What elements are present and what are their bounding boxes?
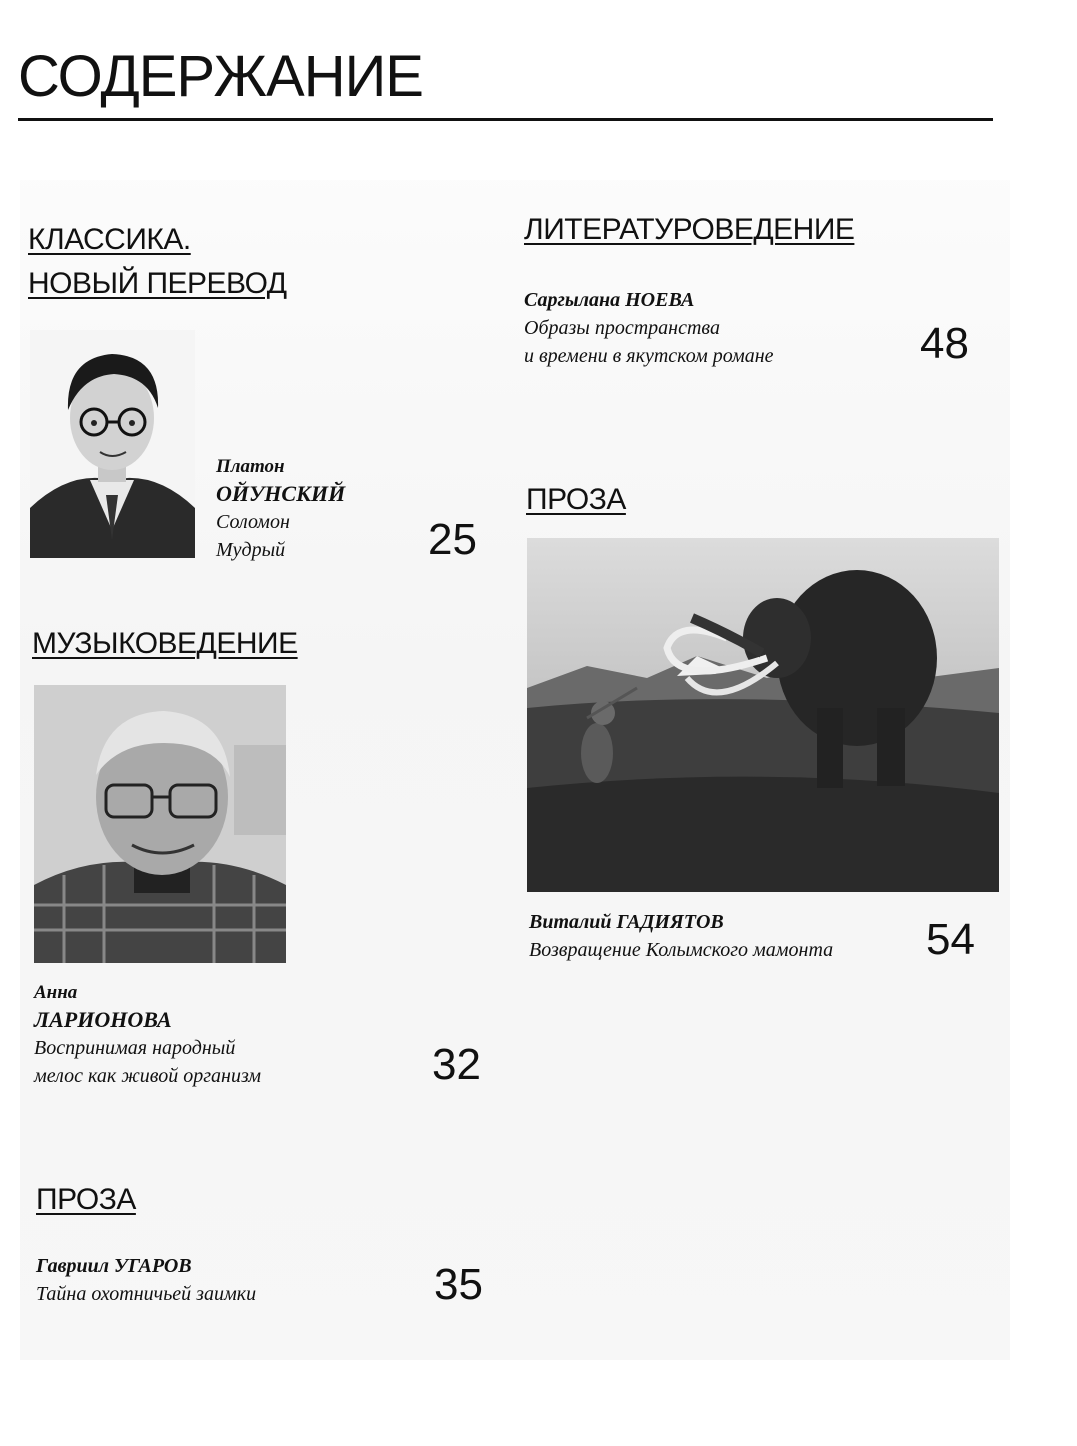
section-heading-classics xyxy=(28,218,287,305)
page-number-larionova[interactable]: 32 xyxy=(432,1040,481,1089)
page-number-gadiyatov[interactable]: 54 xyxy=(926,915,975,964)
entry-noeva-author: Саргылана НОЕВА xyxy=(524,289,695,311)
entry-gadiyatov-author: Виталий ГАДИЯТОВ xyxy=(529,911,724,933)
section-heading-music: МУЗЫКОВЕДЕНИЕ xyxy=(32,627,298,660)
title-rule xyxy=(18,118,993,121)
page-number-noeva[interactable]: 48 xyxy=(920,319,969,368)
entry-gadiyatov-title: Возвращение Колымского мамонта xyxy=(529,939,834,961)
section-heading-prose-left: ПРОЗА xyxy=(36,1183,136,1216)
entry-oyunsky-title-line1: Соломон xyxy=(216,511,290,534)
entry-oyunsky-last-name: ОЙУНСКИЙ xyxy=(216,480,346,506)
page-number-oyunsky[interactable]: 25 xyxy=(428,515,477,564)
section-heading-prose-right: ПРОЗА xyxy=(526,483,626,516)
page-title: СОДЕРЖАНИЕ xyxy=(18,44,423,109)
entry-oyunsky-first-name: Платон xyxy=(216,456,285,477)
oyunsky-portrait xyxy=(30,330,195,558)
entry-noeva-title-line1: Образы пространства xyxy=(524,317,720,339)
entry-larionova-title-line1: Воспринимая народный xyxy=(34,1037,236,1060)
section-heading-classics-line2: НОВЫЙ ПЕРЕВОД xyxy=(28,266,287,300)
entry-noeva-title-line2: и времени в якутском романе xyxy=(524,345,774,367)
entry-larionova[interactable] xyxy=(34,981,261,1090)
entry-oyunsky-title-line2: Мудрый xyxy=(216,539,286,562)
section-heading-classics-line1: КЛАССИКА. xyxy=(28,223,191,256)
entry-ugarov-title: Тайна охотничьей заимки xyxy=(36,1283,257,1305)
entry-ugarov[interactable] xyxy=(36,1252,256,1308)
page-number-ugarov[interactable]: 35 xyxy=(434,1260,483,1309)
entry-larionova-last-name: ЛАРИОНОВА xyxy=(34,1006,172,1032)
entry-oyunsky[interactable] xyxy=(216,455,345,564)
mammoth-scene-photo xyxy=(527,538,999,892)
entry-larionova-first-name: Анна xyxy=(34,982,78,1003)
larionova-portrait xyxy=(34,685,286,963)
entry-gadiyatov[interactable] xyxy=(529,908,833,964)
entry-larionova-title-line2: мелос как живой организм xyxy=(34,1065,262,1088)
entry-noeva[interactable] xyxy=(524,286,774,370)
entry-ugarov-author: Гавриил УГАРОВ xyxy=(36,1255,192,1277)
section-heading-literary: ЛИТЕРАТУРОВЕДЕНИЕ xyxy=(524,213,855,246)
